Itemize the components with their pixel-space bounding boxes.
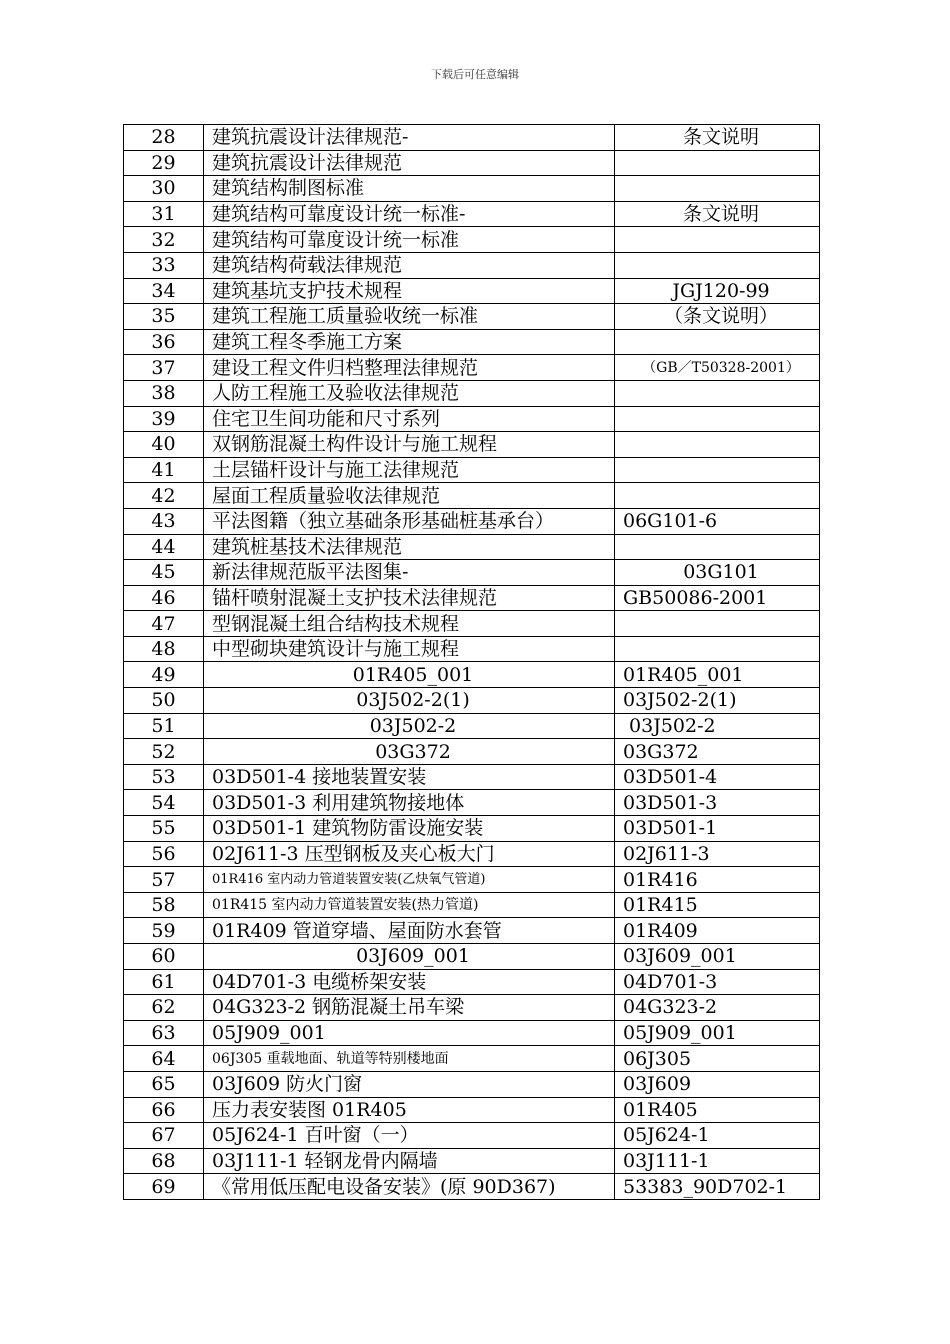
table-row — [124, 636, 820, 662]
table-row — [124, 201, 820, 227]
page-header: 下载后可任意编辑 — [431, 68, 519, 81]
row-number: 61 — [124, 969, 204, 995]
table-row — [124, 125, 820, 151]
standard-title: 建筑结构可靠度设计统一标准- — [204, 201, 615, 227]
table-row — [124, 867, 820, 893]
table-row — [124, 969, 820, 995]
standard-title: 01R415 室内动力管道装置安装(热力管道) — [204, 892, 615, 918]
row-number: 68 — [124, 1148, 204, 1174]
table-row — [124, 918, 820, 944]
standard-code: 01R405_001 — [615, 662, 820, 688]
table-row — [124, 406, 820, 432]
standard-code: 03D501-3 — [615, 790, 820, 816]
row-number: 51 — [124, 713, 204, 739]
standard-code: 53383_90D702-1 — [615, 1174, 820, 1200]
table-row — [124, 1174, 820, 1200]
standard-title: 03J502-2(1) — [204, 688, 615, 714]
row-number: 38 — [124, 380, 204, 406]
standard-code: 03G372 — [615, 739, 820, 765]
table-row — [124, 892, 820, 918]
row-number: 48 — [124, 636, 204, 662]
table-row — [124, 713, 820, 739]
table-row — [124, 252, 820, 278]
row-number: 31 — [124, 201, 204, 227]
standard-code — [615, 406, 820, 432]
standard-code: 03J502-2(1) — [615, 688, 820, 714]
row-number: 49 — [124, 662, 204, 688]
row-number: 53 — [124, 764, 204, 790]
standard-title: 型钢混凝土组合结构技术规程 — [204, 611, 615, 637]
table-row — [124, 1148, 820, 1174]
standard-title: 02J611-3 压型钢板及夹心板大门 — [204, 841, 615, 867]
table-row — [124, 662, 820, 688]
table-row — [124, 739, 820, 765]
standard-code — [615, 150, 820, 176]
standard-title: 平法图籍（独立基础条形基础桩基承台） — [204, 508, 615, 534]
standard-code: 06J305 — [615, 1046, 820, 1072]
row-number: 50 — [124, 688, 204, 714]
standard-code: 01R405 — [615, 1097, 820, 1123]
standard-title: 建筑桩基技术法律规范 — [204, 534, 615, 560]
table-row — [124, 688, 820, 714]
table-row — [124, 816, 820, 842]
row-number: 62 — [124, 995, 204, 1021]
standard-code — [615, 636, 820, 662]
table-row — [124, 790, 820, 816]
standard-title: 03D501-4 接地装置安装 — [204, 764, 615, 790]
row-number: 42 — [124, 483, 204, 509]
standard-code: 条文说明 — [615, 125, 820, 151]
table-row — [124, 304, 820, 330]
standard-title: 住宅卫生间功能和尺寸系列 — [204, 406, 615, 432]
standard-code: （GB／T50328-2001） — [615, 355, 820, 381]
table-row — [124, 457, 820, 483]
row-number: 30 — [124, 176, 204, 202]
table-row — [124, 585, 820, 611]
table-row — [124, 508, 820, 534]
standard-title: 建筑结构荷载法律规范 — [204, 252, 615, 278]
standard-code: JGJ120-99 — [615, 278, 820, 304]
row-number: 63 — [124, 1020, 204, 1046]
row-number: 36 — [124, 329, 204, 355]
standard-code: 03J502-2 — [615, 713, 820, 739]
standard-title: 04G323-2 钢筋混凝土吊车梁 — [204, 995, 615, 1021]
standard-code: 01R409 — [615, 918, 820, 944]
standard-title: 03G372 — [204, 739, 615, 765]
row-number: 29 — [124, 150, 204, 176]
standards-table — [123, 124, 820, 1200]
row-number: 47 — [124, 611, 204, 637]
standard-code: 05J909_001 — [615, 1020, 820, 1046]
standard-title: 01R409 管道穿墙、屋面防水套管 — [204, 918, 615, 944]
standard-title: 压力表安装图 01R405 — [204, 1097, 615, 1123]
standard-title: 建筑工程冬季施工方案 — [204, 329, 615, 355]
row-number: 66 — [124, 1097, 204, 1123]
standard-code — [615, 227, 820, 253]
row-number: 56 — [124, 841, 204, 867]
row-number: 69 — [124, 1174, 204, 1200]
row-number: 57 — [124, 867, 204, 893]
table-row — [124, 560, 820, 586]
row-number: 34 — [124, 278, 204, 304]
standard-code — [615, 432, 820, 458]
standard-title: 土层锚杆设计与施工法律规范 — [204, 457, 615, 483]
standard-code: 条文说明 — [615, 201, 820, 227]
standard-code: 02J611-3 — [615, 841, 820, 867]
standard-code: 01R415 — [615, 892, 820, 918]
table-row — [124, 329, 820, 355]
row-number: 52 — [124, 739, 204, 765]
row-number: 59 — [124, 918, 204, 944]
table-row — [124, 380, 820, 406]
table-row — [124, 483, 820, 509]
standard-title: 03J609_001 — [204, 944, 615, 970]
row-number: 41 — [124, 457, 204, 483]
standard-code: 04D701-3 — [615, 969, 820, 995]
table-row — [124, 355, 820, 381]
standard-title: 屋面工程质量验收法律规范 — [204, 483, 615, 509]
standard-title: 03D501-1 建筑物防雷设施安装 — [204, 816, 615, 842]
row-number: 28 — [124, 125, 204, 151]
table-row — [124, 611, 820, 637]
standard-code — [615, 457, 820, 483]
row-number: 60 — [124, 944, 204, 970]
row-number: 54 — [124, 790, 204, 816]
table-row — [124, 278, 820, 304]
standard-code: 06G101-6 — [615, 508, 820, 534]
standard-code — [615, 534, 820, 560]
table-row — [124, 150, 820, 176]
standard-title: 03J111-1 轻钢龙骨内隔墙 — [204, 1148, 615, 1174]
standard-title: 01R405_001 — [204, 662, 615, 688]
standard-title: 06J305 重载地面、轨道等特别楼地面 — [204, 1046, 615, 1072]
row-number: 43 — [124, 508, 204, 534]
row-number: 39 — [124, 406, 204, 432]
row-number: 64 — [124, 1046, 204, 1072]
row-number: 33 — [124, 252, 204, 278]
standard-code — [615, 329, 820, 355]
table-row — [124, 1097, 820, 1123]
standard-code — [615, 483, 820, 509]
table-row — [124, 764, 820, 790]
standard-title: 03J502-2 — [204, 713, 615, 739]
row-number: 35 — [124, 304, 204, 330]
row-number: 46 — [124, 585, 204, 611]
standard-code: 04G323-2 — [615, 995, 820, 1021]
standard-title: 锚杆喷射混凝土支护技术法律规范 — [204, 585, 615, 611]
standard-title: 建设工程文件归档整理法律规范 — [204, 355, 615, 381]
table-row — [124, 1046, 820, 1072]
row-number: 58 — [124, 892, 204, 918]
table-row — [124, 841, 820, 867]
standard-code: 03G101 — [615, 560, 820, 586]
table-row — [124, 1071, 820, 1097]
standard-title: 05J624-1 百叶窗（一） — [204, 1123, 615, 1149]
standard-code: 01R416 — [615, 867, 820, 893]
standard-title: 《常用低压配电设备安装》(原 90D367) — [204, 1174, 615, 1200]
row-number: 65 — [124, 1071, 204, 1097]
standard-title: 双钢筋混凝土构件设计与施工规程 — [204, 432, 615, 458]
standard-code: 03D501-1 — [615, 816, 820, 842]
row-number: 32 — [124, 227, 204, 253]
table-row — [124, 227, 820, 253]
standard-code: 03J609 — [615, 1071, 820, 1097]
standard-title: 建筑抗震设计法律规范 — [204, 150, 615, 176]
standard-code — [615, 176, 820, 202]
row-number: 45 — [124, 560, 204, 586]
standard-title: 建筑工程施工质量验收统一标准 — [204, 304, 615, 330]
row-number: 44 — [124, 534, 204, 560]
table-row — [124, 1020, 820, 1046]
standard-code — [615, 380, 820, 406]
standard-title: 01R416 室内动力管道装置安装(乙炔氧气管道) — [204, 867, 615, 893]
row-number: 40 — [124, 432, 204, 458]
standard-title: 05J909_001 — [204, 1020, 615, 1046]
standard-code: （条文说明） — [615, 304, 820, 330]
standard-title: 04D701-3 电缆桥架安装 — [204, 969, 615, 995]
table-row — [124, 1123, 820, 1149]
standard-code: 03J111-1 — [615, 1148, 820, 1174]
standard-title: 建筑结构可靠度设计统一标准 — [204, 227, 615, 253]
standard-title: 建筑结构制图标准 — [204, 176, 615, 202]
standard-title: 新法律规范版平法图集- — [204, 560, 615, 586]
row-number: 37 — [124, 355, 204, 381]
standard-code: GB50086-2001 — [615, 585, 820, 611]
standard-title: 中型砌块建筑设计与施工规程 — [204, 636, 615, 662]
standard-title: 03D501-3 利用建筑物接地体 — [204, 790, 615, 816]
standards-table-body — [124, 125, 820, 1200]
table-row — [124, 176, 820, 202]
standard-title: 建筑基坑支护技术规程 — [204, 278, 615, 304]
table-row — [124, 944, 820, 970]
row-number: 55 — [124, 816, 204, 842]
table-row — [124, 995, 820, 1021]
standard-code — [615, 611, 820, 637]
standard-code — [615, 252, 820, 278]
standard-code: 03D501-4 — [615, 764, 820, 790]
standard-title: 03J609 防火门窗 — [204, 1071, 615, 1097]
standard-code: 03J609_001 — [615, 944, 820, 970]
table-row — [124, 432, 820, 458]
standard-title: 建筑抗震设计法律规范- — [204, 125, 615, 151]
standard-title: 人防工程施工及验收法律规范 — [204, 380, 615, 406]
row-number: 67 — [124, 1123, 204, 1149]
table-row — [124, 534, 820, 560]
standard-code: 05J624-1 — [615, 1123, 820, 1149]
